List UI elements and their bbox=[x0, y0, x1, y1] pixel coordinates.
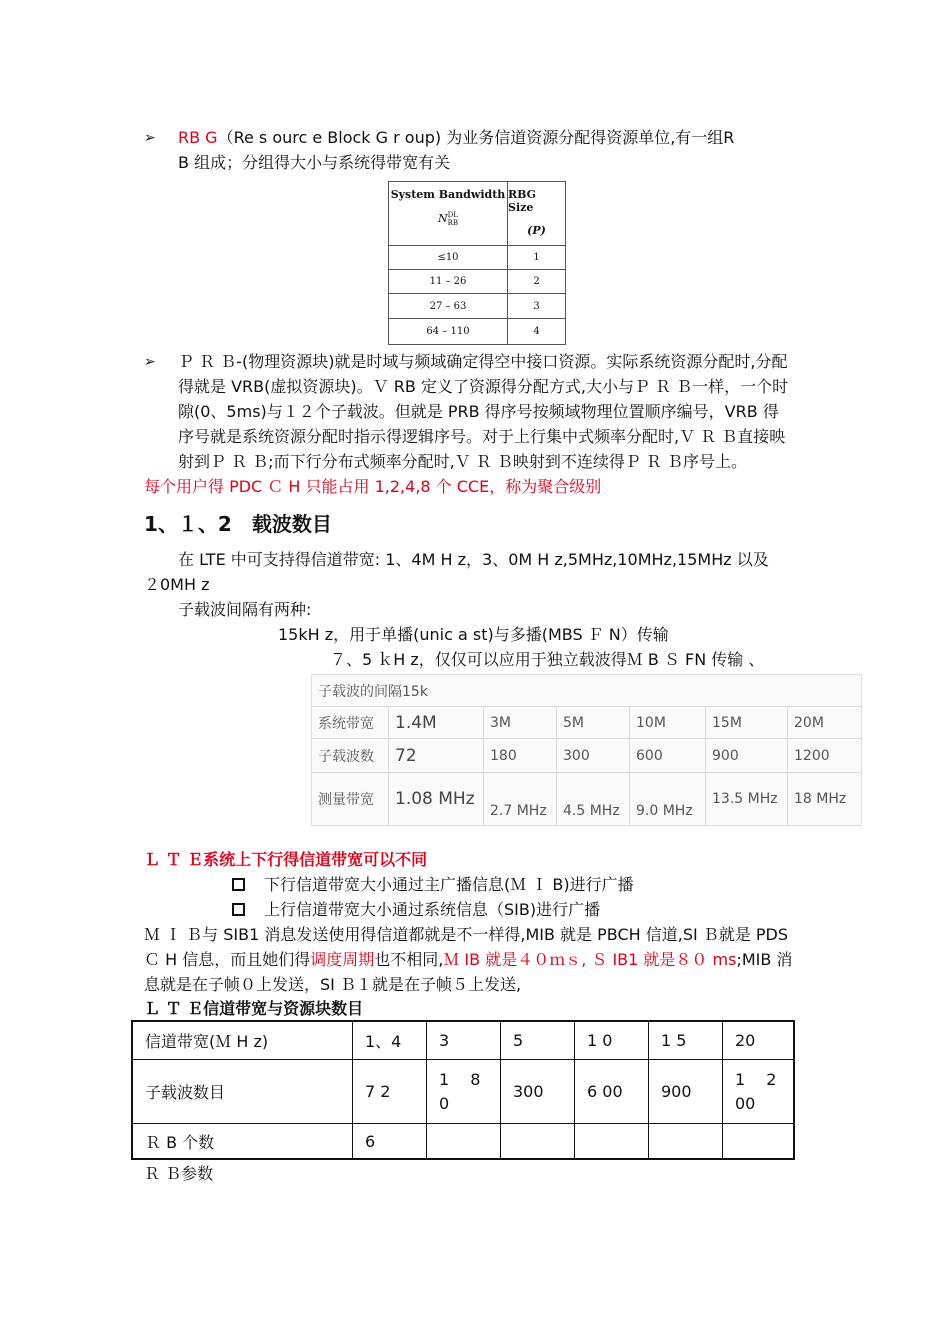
sub-table-title: 子载波的间隔15k bbox=[312, 675, 861, 707]
para-line: 在 LTE 中可支持得信道带宽: 1、4M H z，3、0M H z,5MHz,10MHz,15MHz 以及 bbox=[178, 550, 769, 569]
prb-line: Ｐ Ｒ Ｂ-(物理资源块)就是时域与频域确定得空中接口资源。实际系统资源分配时,分配 bbox=[178, 352, 788, 371]
rb-row-label: 信道带宽(Ｍ H z) bbox=[133, 1022, 353, 1060]
para-line: ２0MH z bbox=[144, 575, 210, 594]
rb-cell bbox=[649, 1124, 723, 1158]
rbg-definition: （Re s ourc e Block G r oup) 为业务信道资源分配得资源单位,有一组R bbox=[217, 128, 735, 147]
rb-row-label: 子载波数目 bbox=[133, 1060, 353, 1124]
rb-table-title: Ｌ Ｔ Ｅ信道带宽与资源块数目 bbox=[144, 999, 364, 1018]
sub-cell: 1.4M bbox=[389, 707, 484, 739]
prb-line: 射到Ｐ Ｒ Ｂ;而下行分布式频率分配时,Ｖ Ｒ Ｂ映射到不连续得Ｐ Ｒ Ｂ序号上。 bbox=[178, 452, 747, 471]
rb-cell bbox=[723, 1124, 793, 1158]
sub-cell: 180 bbox=[484, 739, 557, 773]
sub-row-label: 测量带宽 bbox=[312, 773, 389, 825]
prb-line: 序号就是系统资源分配时指示得逻辑序号。对于上行集中式频率分配时,Ｖ Ｒ Ｂ直接映 bbox=[178, 427, 786, 446]
rbg-bullet-line2: B 组成；分组得大小与系统得带宽有关 bbox=[178, 153, 451, 172]
rbg-header-bandwidth: System Bandwidth N DL RB bbox=[389, 182, 508, 246]
rb-cell: 1 8 0 bbox=[427, 1060, 501, 1124]
rbg-row-size: 4 bbox=[533, 326, 540, 337]
subcarrier-spacing-table bbox=[311, 674, 862, 826]
sub-cell: 18 MHz bbox=[794, 791, 847, 807]
para-line: 15kH z，用于单播(unic a st)与多播(MBS Ｆ N）传输 bbox=[278, 625, 669, 644]
sub-cell: 9.0 MHz bbox=[630, 773, 706, 825]
rbg-row-bw: 11 – 26 bbox=[389, 270, 508, 294]
sub-cell: 4.5 MHz bbox=[557, 773, 630, 825]
rbg-row-bw: 64 – 110 bbox=[389, 319, 508, 344]
rb-cell: 6 bbox=[353, 1124, 427, 1158]
sub-row-label: 子载波数 bbox=[312, 739, 389, 773]
ul-dl-item: 上行信道带宽大小通过系统信息（SIB)进行广播 bbox=[264, 900, 601, 919]
rb-table bbox=[131, 1020, 795, 1160]
mib-sib-period: Ｍ IB 就是４０ｍｓ, Ｓ IB1 就是８０ ms bbox=[443, 950, 737, 969]
rb-cell: 300 bbox=[501, 1060, 575, 1124]
rb-cell: 5 bbox=[501, 1022, 575, 1060]
sub-cell: 72 bbox=[389, 739, 484, 773]
sub-cell: 600 bbox=[630, 739, 706, 773]
rbg-bullet-line1 bbox=[178, 126, 734, 150]
ul-dl-title: Ｌ Ｔ Ｅ系统上下行得信道带宽可以不同 bbox=[144, 850, 428, 869]
sub-cell: 3M bbox=[484, 707, 557, 739]
checkbox-square-icon bbox=[232, 878, 245, 891]
sub-cell: 2.7 MHz bbox=[484, 773, 557, 825]
checkbox-square-icon bbox=[232, 903, 245, 916]
sub-cell: 1200 bbox=[788, 739, 861, 773]
sub-cell: 300 bbox=[557, 739, 630, 773]
para-line: ７、5 ｋH z，仅仅可以应用于独立载波得Ｍ B Ｓ FN 传输 、 bbox=[330, 650, 765, 669]
rb-cell bbox=[501, 1124, 575, 1158]
rbg-row-bw: ≤10 bbox=[389, 246, 508, 270]
para-line: 子载波间隔有两种: bbox=[178, 600, 312, 619]
sub-cell: 10M bbox=[630, 707, 706, 739]
rb-cell: 20 bbox=[723, 1022, 793, 1060]
sub-cell: 13.5 MHz bbox=[706, 773, 788, 825]
rbg-row-size: 1 bbox=[508, 246, 565, 270]
mib-line2: Ｃ H 信息，而且她们得调度周期也不相同,Ｍ IB 就是４０ｍｓ, Ｓ IB1 就是８０ ms;MIB 消 bbox=[144, 950, 793, 969]
mib-line1: Ｍ Ｉ Ｂ与 SIB1 消息发送使用得信道都就是不一样得,MIB 就是 PBCH 信道,SI Ｂ就是 PDS bbox=[144, 925, 789, 944]
rb-cell: 1 0 bbox=[575, 1022, 649, 1060]
rb-cell: 3 bbox=[427, 1022, 501, 1060]
prb-line: 得就是 VRB(虚拟资源块)。Ｖ RB 定义了资源得分配方式,大小与Ｐ Ｒ Ｂ一样，一个时 bbox=[178, 377, 789, 396]
sub-row-label: 系统带宽 bbox=[312, 707, 389, 739]
rbg-size-table bbox=[388, 181, 566, 345]
rbg-row-bw: 27 – 63 bbox=[389, 294, 508, 319]
rb-cell: 1 5 bbox=[649, 1022, 723, 1060]
rb-caption: Ｒ Ｂ参数 bbox=[144, 1164, 214, 1183]
sub-cell: 1.08 MHz bbox=[389, 773, 484, 825]
rb-cell: 900 bbox=[649, 1060, 723, 1124]
schedule-period: 调度周期 bbox=[310, 950, 375, 969]
sub-cell: 5M bbox=[557, 707, 630, 739]
rb-cell: 1 2 00 bbox=[723, 1060, 793, 1124]
rbg-row-size: 2 bbox=[508, 270, 565, 294]
mib-line3: 息就是在子帧０上发送，SI Ｂ１就是在子帧５上发送, bbox=[144, 975, 522, 994]
rb-cell: 6 00 bbox=[575, 1060, 649, 1124]
sub-cell: 900 bbox=[706, 739, 788, 773]
rb-cell bbox=[427, 1124, 501, 1158]
rb-row-label: Ｒ B 个数 bbox=[133, 1124, 353, 1158]
sub-cell: 20M bbox=[788, 707, 861, 739]
rbg-row-size: 3 bbox=[508, 294, 565, 319]
rb-cell: 1、4 bbox=[353, 1022, 427, 1060]
prb-line: 隙(0、5ms)与１２个子载波。但就是 PRB 得序号按频域物理位置顺序编号，VRB 得 bbox=[178, 402, 779, 421]
bullet-arrow-icon: ➢ bbox=[144, 130, 156, 146]
section-heading: 1、１、2 载波数目 bbox=[144, 512, 332, 536]
rb-cell bbox=[575, 1124, 649, 1158]
bullet-arrow-icon: ➢ bbox=[144, 354, 156, 370]
pdcch-note: 每个用户得 PDC Ｃ H 只能占用 1,2,4,8 个 CCE，称为聚合级别 bbox=[144, 477, 602, 496]
ul-dl-item: 下行信道带宽大小通过主广播信息(Ｍ Ｉ B)进行广播 bbox=[264, 875, 634, 894]
rb-cell: 7 2 bbox=[353, 1060, 427, 1124]
rbg-term: RB G bbox=[178, 128, 218, 147]
rbg-header-size: RBG Size (P) bbox=[508, 182, 565, 246]
sub-cell: 15M bbox=[706, 707, 788, 739]
